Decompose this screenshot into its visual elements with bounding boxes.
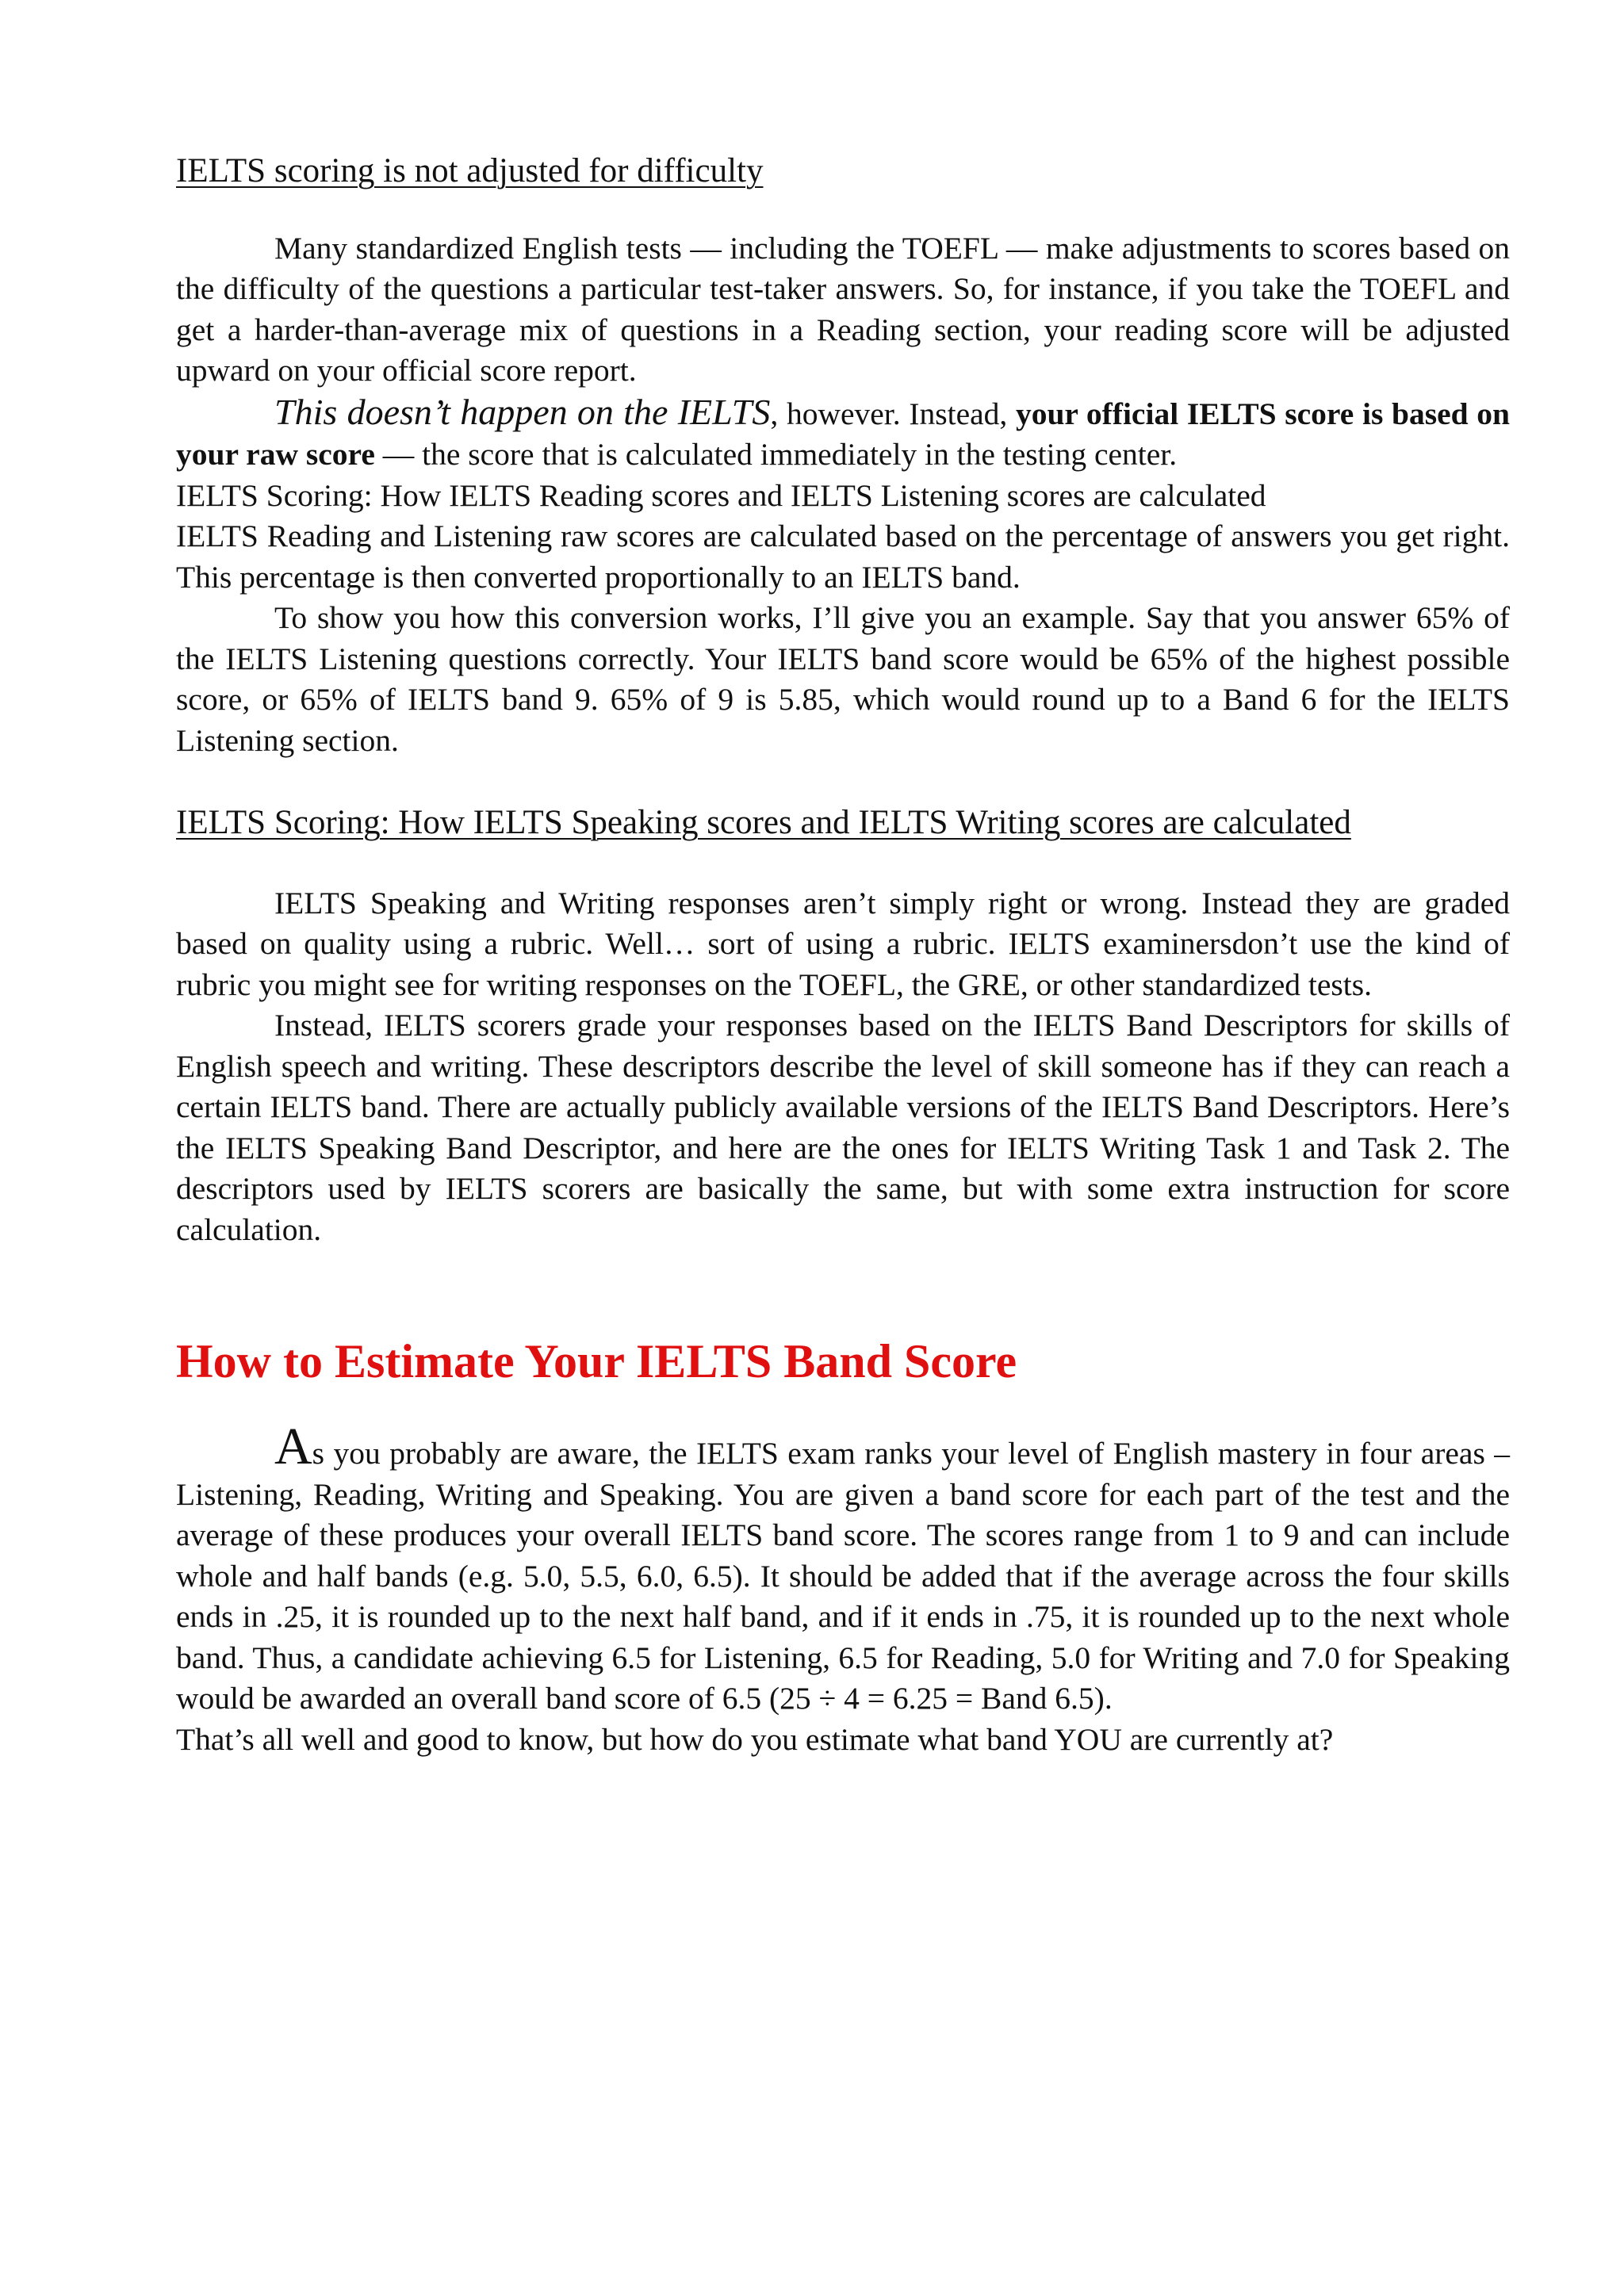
section-heading-speaking-writing: IELTS Scoring: How IELTS Speaking scores and IELTS Writing scores are calculated (176, 804, 1351, 841)
paragraph-band-score-overview (176, 1418, 1510, 1720)
paragraph-rubric: IELTS Speaking and Writing responses aren’t simply right or wrong. Instead they are graded based on quality using a rubric. Well… sort of using a rubric. IELTS examinersdon’t use the kind of rubric you might see for writing responses on the TOEFL, the GRE, or other standardized tests. (176, 885, 1510, 1002)
text-span: — the score that is calculated immediately in the testing center. (374, 437, 1178, 472)
paragraph-toefl-adjustment: Many standardized English tests — including the TOEFL — make adjustments to scores based on the difficulty of the questions a particular test-taker answers. So, for instance, if you take the TOEFL and get a harder-than-average mix of questions in a Reading section, your reading score will be adjusted upward on your official score report. (176, 230, 1510, 388)
text-span: s you probably are aware, the IELTS exam ranks your level of English mastery in four areas – Listening, Reading, Writing and Speaking. You are given a band score for each part of the test and the average of these produces your overall IELTS band score. The scores range from 1 to 9 and can include whole and half bands (e.g. 5.0, 5.5, 6.0, 6.5). It should be added that if the average across the four skills ends in .25, it is rounded up to the next half band, and if it ends in .75, it is rounded up to the next whole band. Thus, a candidate achieving 6.5 for Listening, 6.5 for Reading, 5.0 for Writing and 7.0 for Speaking would be awarded an overall band score of 6.5 (25 ÷ 4 = 6.25 = Band 6.5). (176, 1436, 1510, 1716)
paragraph-band-descriptors: Instead, IELTS scorers grade your responses based on the IELTS Band Descriptors for skills of English speech and writing. These descriptors describe the level of skill someone has if they can reach a certain IELTS band. There are actually publicly available versions of the IELTS Band Descriptors. Here’s the IELTS Speaking Band Descriptor, and here are the ones for IELTS Writing Task 1 and Task 2. The descriptors used by IELTS scorers are basically the same, but with some extra instruction for score calculation. (176, 1008, 1510, 1247)
paragraph-percentage: IELTS Reading and Listening raw scores are calculated based on the percentage of answers you get right. This percentage is then converted proportionally to an IELTS band. (176, 519, 1510, 595)
paragraph-example: To show you how this conversion works, I’ll give you an example. Say that you answer 65% of the IELTS Listening questions correctly. Your IELTS band score would be 65% of the highest possible score, or 65% of IELTS band 9. 65% of 9 is 5.85, which would round up to a Band 6 for the IELTS Listening section. (176, 600, 1510, 758)
section-heading-difficulty: IELTS scoring is not adjusted for difficulty (176, 152, 764, 189)
italic-emphasis: This doesn’t happen on the IELTS (274, 391, 771, 432)
drop-cap: A (274, 1418, 312, 1475)
page-title-estimate: How to Estimate Your IELTS Band Score (176, 1335, 1017, 1387)
paragraph-raw-score (176, 392, 1510, 476)
document-page (176, 151, 1510, 1760)
bold-emphasis: your official IELTS score is based on your raw score (176, 396, 1510, 472)
text-span: , however. Instead, (770, 396, 1016, 431)
paragraph-closing-question: That’s all well and good to know, but how do you estimate what band YOU are currently at? (176, 1721, 1334, 1757)
subheading-reading-listening: IELTS Scoring: How IELTS Reading scores and IELTS Listening scores are calculated (176, 477, 1266, 513)
